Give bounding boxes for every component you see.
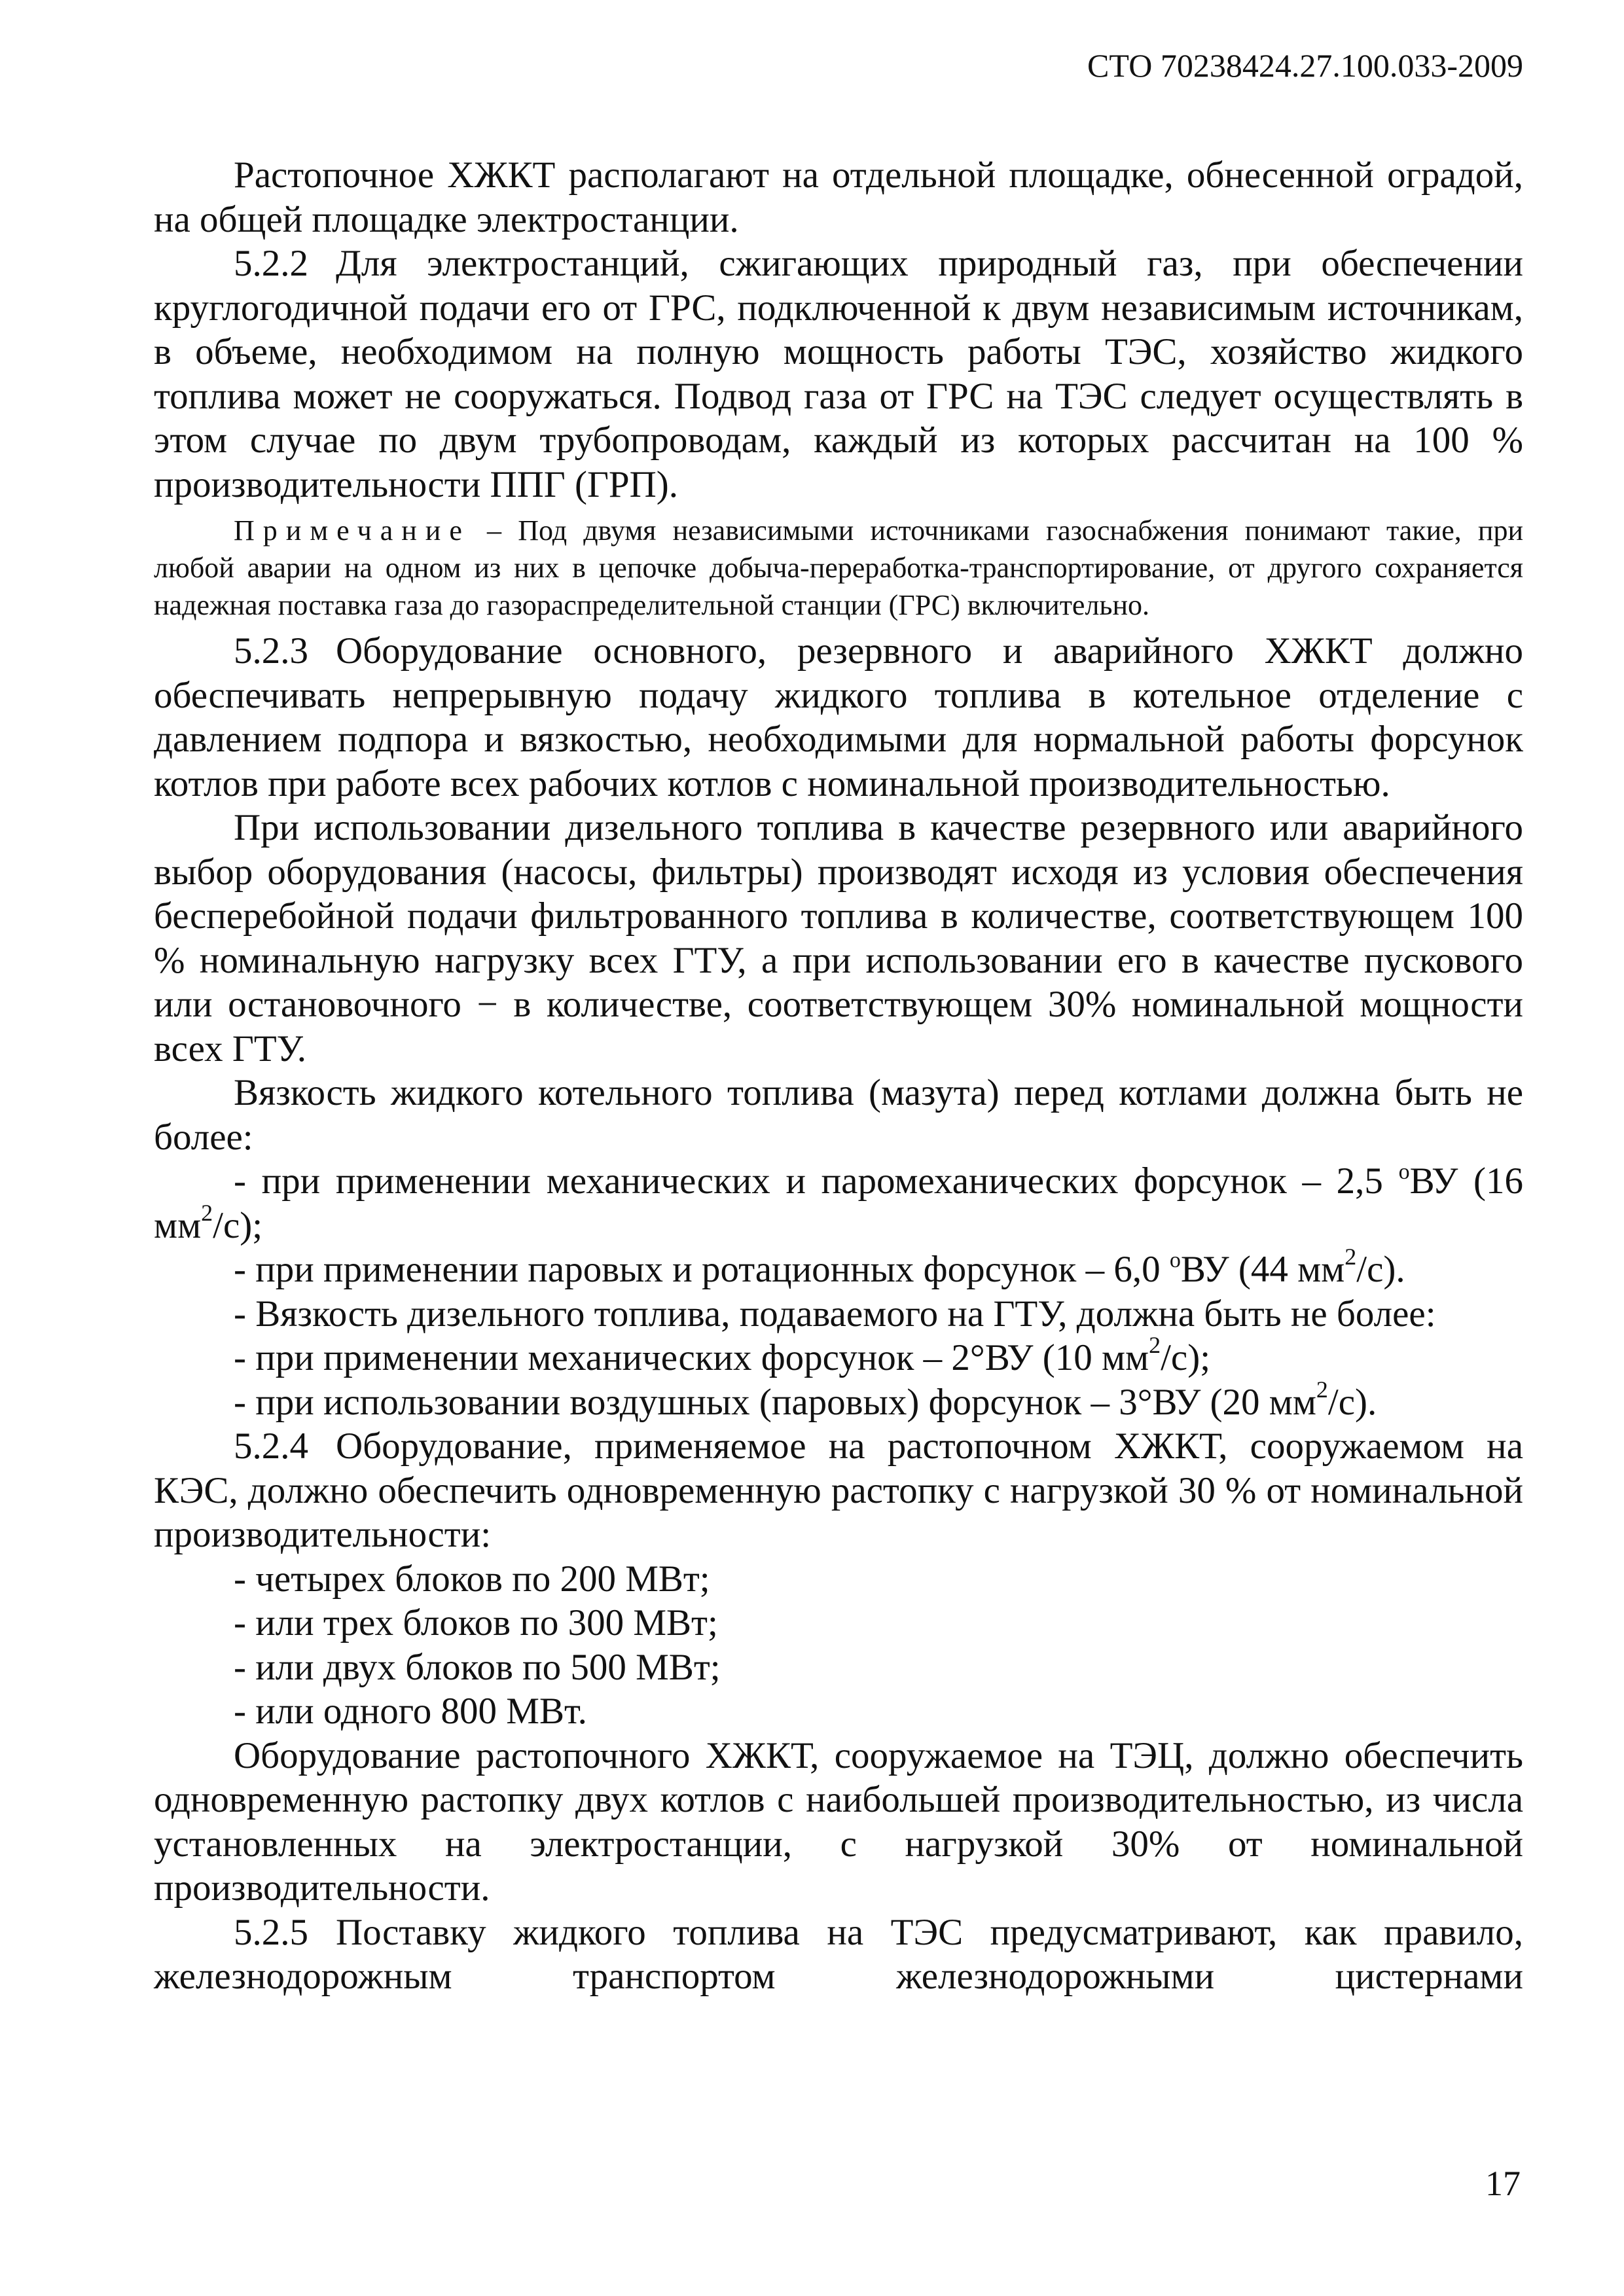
superscript-2: 2 — [1344, 1244, 1357, 1270]
list-item-mechanical-nozzles: - при применении механических и паромеханических форсунок – 2,5 $^о$ВУ (16 $мм^2/с$); — [154, 1160, 1523, 1246]
clause-text: Оборудование, применяемое на растопочном ХЖКТ, сооружаемом на КЭС, должно обеспечить одновременную растопку с нагрузкой 30 % от номинальной производительности: — [154, 1426, 1523, 1555]
paragraph-diesel-fuel: При использовании дизельного топлива в качестве резервного или аварийного выбор оборудования (насосы, фильтры) производят исходя из условия обеспечения бесперебойной подачи фильтрованного топлива в количестве, соответствующем 100 % номинальную нагрузку всех ГТУ, а при использовании его в качестве пускового или остановочного − в количестве, соответствующем 30% номинальной мощности всех ГТУ. — [154, 807, 1523, 1069]
clause-5-2-3 — [154, 629, 1523, 806]
paragraph-kindling-placement: Растопочное ХЖКТ располагают на отдельной площадке, обнесенной оградой, на общей площадке электростанции. — [154, 154, 1523, 240]
document-code-header: СТО 70238424.27.100.033-2009 — [1087, 47, 1523, 84]
note-block — [154, 512, 1523, 624]
clause-number: 5.2.3 — [234, 630, 308, 672]
list-item-air-nozzles: - при использовании воздушных (паровых) форсунок – 3°ВУ (20 $мм^2/с$). — [234, 1376, 1377, 1423]
list-item-two-blocks: - или двух блоков по 500 МВт; — [234, 1646, 721, 1688]
clause-5-2-5 — [154, 1910, 1523, 1999]
superscript-2: 2 — [201, 1199, 213, 1226]
superscript-2: 2 — [1149, 1332, 1161, 1358]
note-label: Примечание — [234, 514, 471, 547]
page-number: 17 — [1485, 2164, 1521, 2203]
list-item-mechanical-diesel: - при применении механических форсунок – 2°ВУ (10 $мм^2/с$); — [234, 1332, 1211, 1378]
degree-mark: о — [1169, 1248, 1181, 1272]
clause-number: 5.2.2 — [234, 243, 308, 284]
clause-number: 5.2.4 — [234, 1426, 308, 1467]
list-item-one-block: - или одного 800 МВт. — [234, 1691, 587, 1732]
degree-mark: о — [1398, 1160, 1410, 1184]
paragraph-viscosity: Вязкость жидкого котельного топлива (мазута) перед котлами должна быть не более: — [154, 1072, 1523, 1158]
clause-text: Для электростанций, сжигающих природный газ, при обеспечении круглогодичной подачи его от ГРС, подключенной к двум независимым источникам, в объеме, необходимом на полную мощность работы ТЭС, хозяйство жидкого топлива может не сооружаться. Подвод газа от ГРС на ТЭС следует осуществлять в этом случае по двум трубопроводам, каждый из которых рассчитан на 100 % производительности ППГ (ГРП). — [154, 243, 1523, 505]
clause-text: Оборудование основного, резервного и аварийного ХЖКТ должно обеспечивать непрерывную подачу жидкого топлива в котельное отделение с давлением подпора и вязкостью, необходимыми для нормальной работы форсунок котлов при работе всех рабочих котлов с номинальной производительностью. — [154, 630, 1523, 804]
note-text: – Под двумя независимыми источниками газоснабжения понимают такие, при любой аварии на одном из них в цепочке добыча-переработка-транспортирование, от другого сохраняется надежная поставка газа до газораспределительной станции (ГРС) включительно. — [154, 514, 1523, 621]
list-item-four-blocks: - четырех блоков по 200 МВт; — [234, 1558, 710, 1600]
superscript-2: 2 — [1316, 1376, 1328, 1403]
clause-text: Поставку жидкого топлива на ТЭС предусматривают, как правило, железнодорожным транспортом железнодорожными цистернами — [154, 1911, 1523, 1997]
list-item-diesel-viscosity: - Вязкость дизельного топлива, подаваемого на ГТУ, должна быть не более: — [234, 1293, 1436, 1335]
list-item-steam-nozzles: - при применении паровых и ротационных форсунок – 6,0 $^о$ВУ (44 $мм^2/с$). — [234, 1244, 1405, 1290]
list-item-three-blocks: - или трех блоков по 300 МВт; — [234, 1602, 718, 1643]
clause-5-2-4 — [154, 1424, 1523, 1557]
document-body — [154, 153, 1523, 1999]
clause-number: 5.2.5 — [234, 1911, 308, 1953]
paragraph-chp-equipment: Оборудование растопочного ХЖКТ, сооружаемое на ТЭЦ, должно обеспечить одновременную растопку двух котлов с наибольшей производительностью, из числа установленных на электростанции, с нагрузкой 30% от номинальной производительности. — [154, 1734, 1523, 1909]
clause-5-2-2 — [154, 242, 1523, 507]
